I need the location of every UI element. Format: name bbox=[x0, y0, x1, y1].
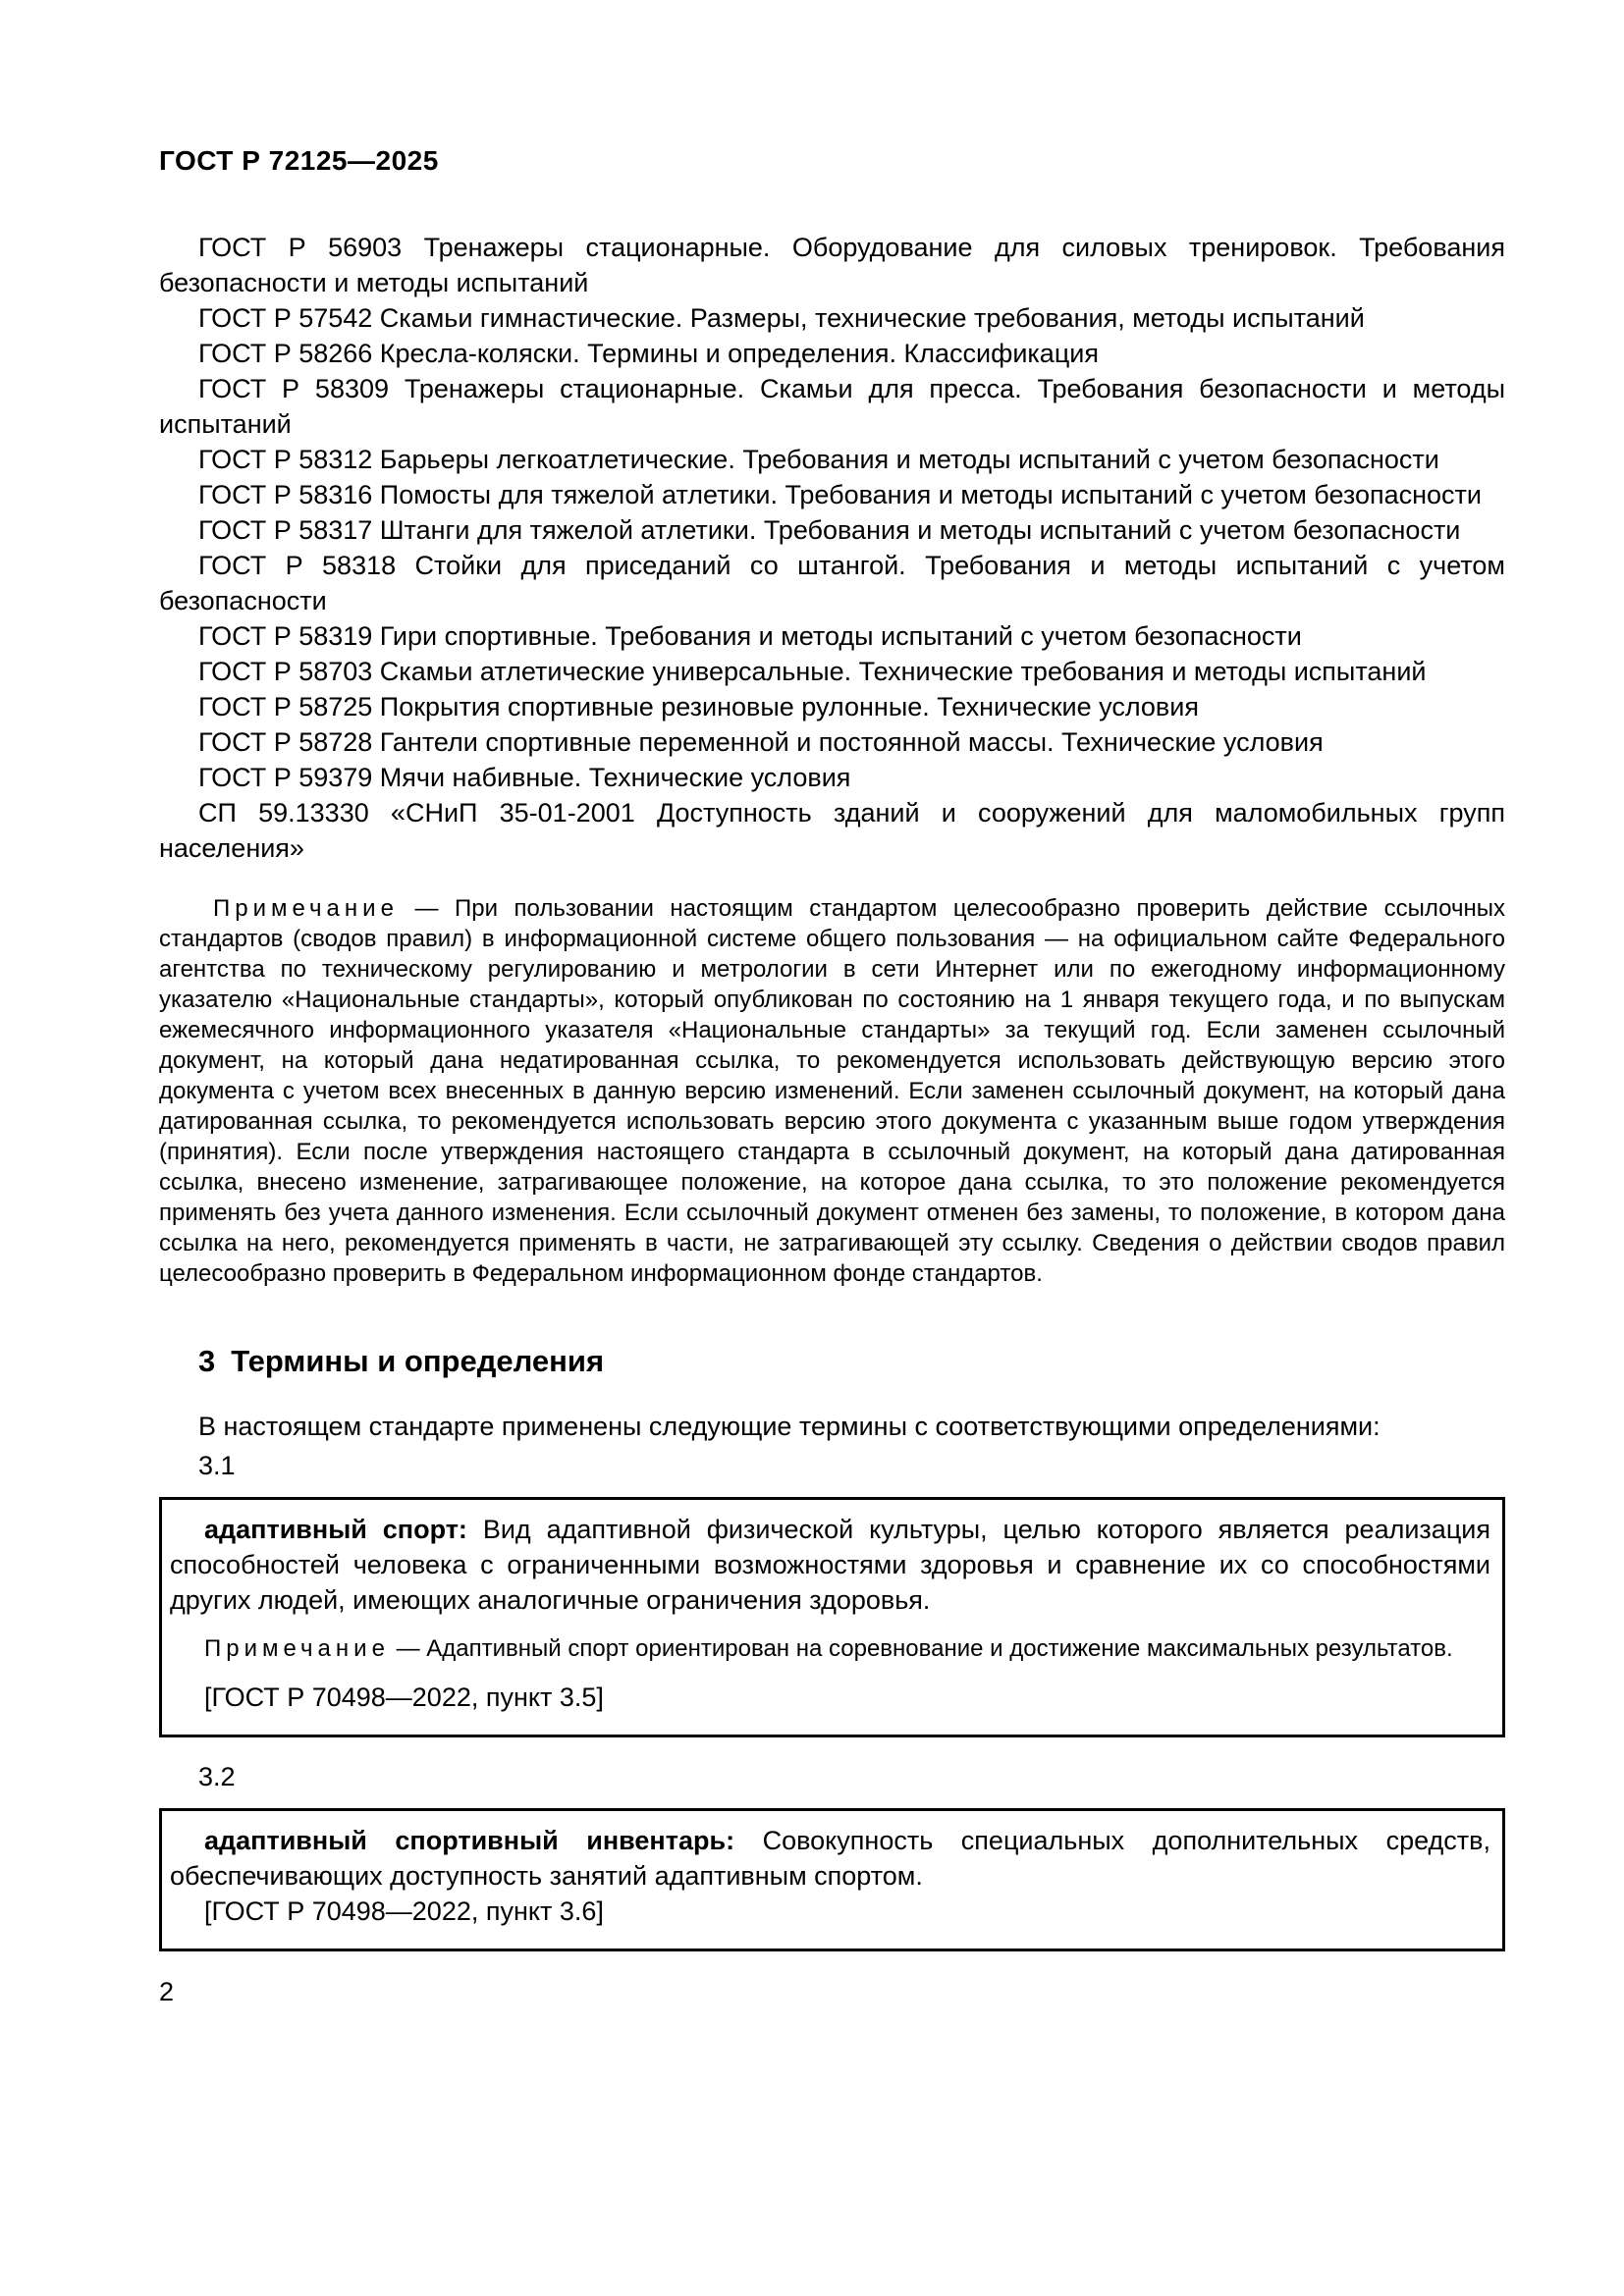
note-text: — При пользовании настоящим стандартом целесообразно проверить действие ссылочных стандартов (сводов правил) в информационной системе общего пользования — на официальном сайте Федерального агентства по техническому регулированию и метрологии в сети Интернет или по ежегодному информационному указателю «Национальные стандарты», который опубликован по состоянию на 1 января текущего года, и по выпускам ежемесячного информационного указателя «Национальные стандарты» за текущий год. Если заменен ссылочный документ, на который дана недатированная ссылка, то рекомендуется использовать действующую версию этого документа с учетом всех внесенных в данную версию изменений. Если заменен ссылочный документ, на который дана датированная ссылка, то рекомендуется использовать версию этого документа с указанным выше годом утверждения (принятия). Если после утверждения настоящего стандарта в ссылочный документ, на который дана датированная ссылка, внесено изменение, затрагивающее положение, на которое дана ссылка, то это положение рекомендуется применять без учета данного изменения. Если ссылочный документ отменен без замены, то положение, в котором дана ссылка на него, рекомендуется применять в части, не затрагивающей эту ссылку. Сведения о действии сводов правил целесообразно проверить в Федеральном информационном фонде стандартов. bbox=[159, 895, 1505, 1287]
reference-item: ГОСТ Р 58316 Помосты для тяжелой атлетики. Требования и методы испытаний с учетом безопасности bbox=[198, 480, 1482, 509]
definition-text: Вид адаптивной физической культуры, целью которого является реализация способностей человека с ограниченными возможностями здоровья и сравнение их со способностями других людей, имеющих аналогичные ограничения здоровья. bbox=[170, 1515, 1490, 1615]
reference-item: ГОСТ Р 58319 Гири спортивные. Требования и методы испытаний с учетом безопасности bbox=[198, 621, 1302, 651]
section-title: Термины и определения bbox=[231, 1344, 605, 1378]
definition-source: [ГОСТ Р 70498—2022, пункт 3.5] bbox=[204, 1682, 604, 1712]
clause-number-3-1: 3.1 bbox=[198, 1451, 236, 1480]
definition-term: адаптивный спортивный инвентарь: bbox=[204, 1826, 735, 1855]
reference-item: ГОСТ Р 59379 Мячи набивные. Технические условия bbox=[198, 763, 851, 792]
reference-item: ГОСТ Р 58318 Стойки для приседаний со штангой. Требования и методы испытаний с учетом безопасности bbox=[159, 551, 1505, 615]
definition-note bbox=[170, 1633, 1490, 1664]
definition-paragraph bbox=[170, 1512, 1490, 1618]
reference-item: СП 59.13330 «СНиП 35-01-2001 Доступность зданий и сооружений для маломобильных групп населения» bbox=[159, 798, 1505, 863]
section-intro: В настоящем стандарте применены следующие термины с соответствующими определениями: bbox=[198, 1412, 1380, 1441]
reference-item: ГОСТ Р 58725 Покрытия спортивные резиновые рулонные. Технические условия bbox=[198, 692, 1199, 721]
section-number: 3 bbox=[198, 1344, 216, 1378]
document-header: ГОСТ Р 72125—2025 bbox=[159, 145, 439, 176]
note-text: — Адаптивный спорт ориентирован на соревнование и достижение максимальных результатов. bbox=[396, 1635, 1453, 1662]
definition-paragraph bbox=[170, 1823, 1490, 1894]
reference-item: ГОСТ Р 58728 Гантели спортивные переменной и постоянной массы. Технические условия bbox=[198, 727, 1324, 757]
note-label: Примечание bbox=[204, 1635, 390, 1662]
reference-item: ГОСТ Р 58312 Барьеры легкоатлетические. Требования и методы испытаний с учетом безопасности bbox=[198, 445, 1439, 474]
definition-box-3-2 bbox=[159, 1808, 1505, 1951]
definition-source: [ГОСТ Р 70498—2022, пункт 3.6] bbox=[204, 1896, 604, 1926]
references-note bbox=[159, 893, 1505, 1289]
definition-term: адаптивный спорт: bbox=[204, 1515, 467, 1544]
reference-item: ГОСТ Р 58317 Штанги для тяжелой атлетики. Требования и методы испытаний с учетом безопасности bbox=[198, 515, 1461, 545]
page-number: 2 bbox=[159, 1977, 175, 2006]
note-label: Примечание bbox=[213, 895, 399, 922]
clause-number-3-2: 3.2 bbox=[198, 1762, 236, 1791]
definition-box-3-1 bbox=[159, 1497, 1505, 1737]
reference-item: ГОСТ Р 58309 Тренажеры стационарные. Скамьи для пресса. Требования безопасности и методы испытаний bbox=[159, 374, 1505, 439]
reference-item: ГОСТ Р 58703 Скамьи атлетические универсальные. Технические требования и методы испытаний bbox=[198, 657, 1427, 686]
references-section bbox=[159, 230, 1505, 866]
section-heading bbox=[159, 1344, 1505, 1379]
reference-item: ГОСТ Р 58266 Кресла-коляски. Термины и определения. Классификация bbox=[198, 339, 1099, 368]
definition-text: Совокупность специальных дополнительных средств, обеспечивающих доступность занятий адаптивным спортом. bbox=[170, 1826, 1490, 1891]
reference-item: ГОСТ Р 56903 Тренажеры стационарные. Оборудование для силовых тренировок. Требования безопасности и методы испытаний bbox=[159, 233, 1505, 297]
reference-item: ГОСТ Р 57542 Скамьи гимнастические. Размеры, технические требования, методы испытаний bbox=[198, 303, 1365, 333]
